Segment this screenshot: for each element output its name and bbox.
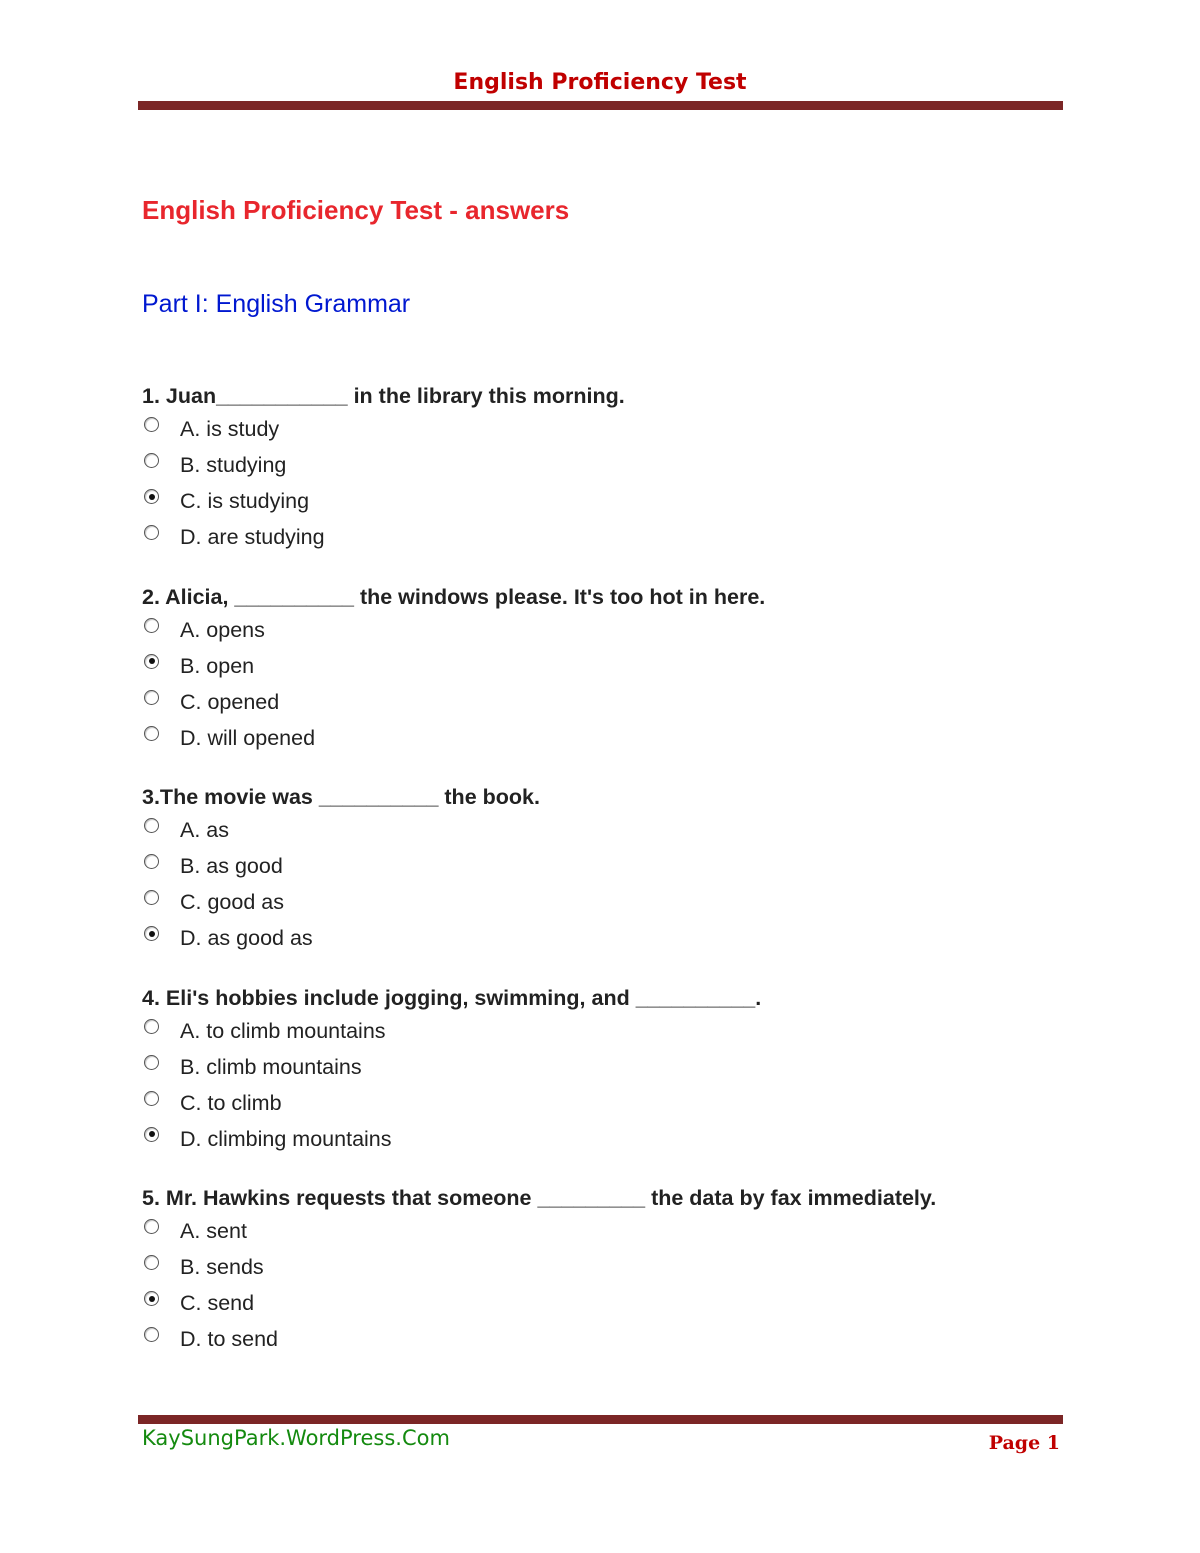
option-label: B. sends xyxy=(180,1255,264,1279)
option-label: B. as good xyxy=(180,854,283,878)
option-1a[interactable] xyxy=(142,411,1072,447)
page-number: Page 1 xyxy=(988,1432,1060,1454)
option-4a[interactable] xyxy=(142,1013,1072,1049)
question-1 xyxy=(142,381,1072,582)
radio-button[interactable] xyxy=(144,854,159,869)
radio-button[interactable] xyxy=(144,1055,159,1070)
part-title: Part I: English Grammar xyxy=(142,290,411,318)
radio-button[interactable] xyxy=(144,417,159,432)
option-1c[interactable] xyxy=(142,483,1072,519)
option-3d[interactable] xyxy=(142,920,1072,956)
question-5 xyxy=(142,1183,1072,1384)
option-label: D. are studying xyxy=(180,525,325,549)
option-3a[interactable] xyxy=(142,812,1072,848)
radio-button[interactable] xyxy=(144,453,159,468)
option-4c[interactable] xyxy=(142,1085,1072,1121)
option-label: D. as good as xyxy=(180,926,313,950)
footer-rule xyxy=(138,1415,1063,1424)
option-2a[interactable] xyxy=(142,612,1072,648)
option-1b[interactable] xyxy=(142,447,1072,483)
option-4d[interactable] xyxy=(142,1121,1072,1157)
radio-button[interactable] xyxy=(144,1327,159,1342)
option-label: A. opens xyxy=(180,617,265,642)
question-list xyxy=(142,381,1072,1384)
radio-button[interactable] xyxy=(144,489,159,504)
option-label: D. to send xyxy=(180,1327,278,1351)
radio-button[interactable] xyxy=(144,525,159,540)
question-4 xyxy=(142,983,1072,1184)
radio-button[interactable] xyxy=(144,1091,159,1106)
header-title: English Proficiency Test xyxy=(453,70,747,95)
option-label: A. sent xyxy=(180,1219,247,1243)
question-3 xyxy=(142,782,1072,983)
option-4b[interactable] xyxy=(142,1049,1072,1085)
option-2d[interactable] xyxy=(142,720,1072,756)
option-5c[interactable] xyxy=(142,1285,1072,1321)
option-label: C. opened xyxy=(180,689,280,714)
option-3b[interactable] xyxy=(142,848,1072,884)
option-label: B. studying xyxy=(180,453,287,477)
option-label: A. is study xyxy=(180,417,280,441)
option-label: D. will opened xyxy=(180,725,316,750)
option-label: C. to climb xyxy=(180,1090,282,1115)
option-label: C. good as xyxy=(180,890,284,914)
option-3c[interactable] xyxy=(142,884,1072,920)
radio-button[interactable] xyxy=(144,1219,159,1234)
option-label: A. to climb mountains xyxy=(180,1018,386,1043)
radio-button[interactable] xyxy=(144,818,159,833)
question-text: 1. Juan___________ in the library this morning. xyxy=(142,384,625,408)
document-title: English Proficiency Test - answers xyxy=(142,195,570,225)
radio-button[interactable] xyxy=(144,1255,159,1270)
footer-site-link[interactable]: KaySungPark.WordPress.Com xyxy=(142,1426,450,1450)
radio-button[interactable] xyxy=(144,890,159,905)
radio-button[interactable] xyxy=(144,926,159,941)
option-label: B. open xyxy=(180,653,255,678)
question-text: 5. Mr. Hawkins requests that someone _________ the data by fax immediately. xyxy=(142,1186,937,1210)
question-text: 4. Eli's hobbies include jogging, swimming, and __________. xyxy=(142,985,762,1010)
option-2b[interactable] xyxy=(142,648,1072,684)
radio-button[interactable] xyxy=(144,1127,159,1142)
option-5a[interactable] xyxy=(142,1213,1072,1249)
header-rule xyxy=(138,101,1063,110)
radio-button[interactable] xyxy=(144,618,159,633)
option-label: B. climb mountains xyxy=(180,1054,362,1079)
radio-button[interactable] xyxy=(144,690,159,705)
option-label: A. as xyxy=(180,818,229,842)
option-label: C. send xyxy=(180,1291,255,1315)
option-1d[interactable] xyxy=(142,519,1072,555)
radio-button[interactable] xyxy=(144,1019,159,1034)
radio-button[interactable] xyxy=(144,1291,159,1306)
question-text: 3.The movie was __________ the book. xyxy=(142,785,540,809)
option-5b[interactable] xyxy=(142,1249,1072,1285)
question-text: 2. Alicia, __________ the windows please. It's too hot in here. xyxy=(142,584,766,609)
question-2 xyxy=(142,582,1072,783)
radio-button[interactable] xyxy=(144,726,159,741)
radio-button[interactable] xyxy=(144,654,159,669)
option-label: C. is studying xyxy=(180,489,310,513)
option-2c[interactable] xyxy=(142,684,1072,720)
option-5d[interactable] xyxy=(142,1321,1072,1357)
option-label: D. climbing mountains xyxy=(180,1126,392,1151)
